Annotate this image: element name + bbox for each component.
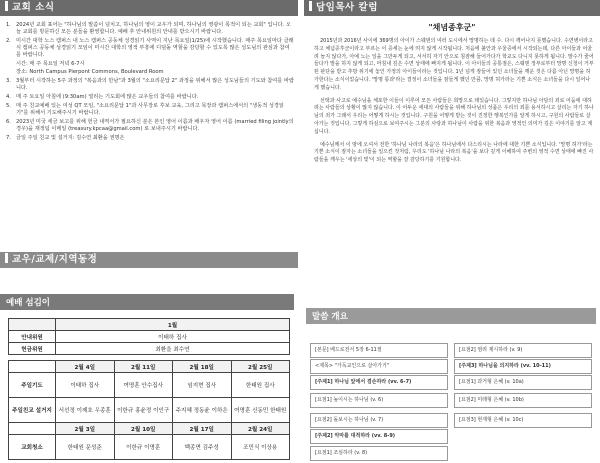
news-item: 3월부터 시작하는 5주 과정의 "복음과의 만남"과 3월의 "소요리문답 2" 과정을 위해서 많은 성도님들의 기도와 참여를 바랍니다. [16,78,294,92]
outline-cell: [본문] 베드로전서 5장 6-11절 [310,343,448,358]
column-paragraph: 2015년과 2016년 사이에 369명의 아이가 스웨덴의 여러 도시에서 망명하는 데 수. 다시 깨어나지 못했습니다. 수면병이라고 하고 체념증후군이라고 부르는 이 증세는 눈에 띄지 않게 시작됩니다. 처음에 불안과 우울증에서 시작되는데, 다른 아이들과 어울려 놀지 않다가, 아예 노는 일을 그만두게 되고, 서서히 자기 안으로 침잠해 들어가다가 학교도 다니지 못하게 됩니다. 말수가 줄어들다가 말을 하지 않게 되고, 마침내 깊은 수면 상태에 빠지게 됩니다. 이 아이들의 공통점은, 스웨덴 정부로부터 망명 신청이 거부된 판단을 받고 추방 위기에 놓인 가정의 아이들이라는 것입니다. 1년 넘게 잠들어 있던 소녀들을 깨운 것은 다름 아닌 망명을 허가한다는 소식이었습니다. '망명 통과'라는 결정이 소녀들을 잠들게 했던 만큼, 망명 허가라는 기쁜 소식은 소녀들을 다시 일어나게 했습니다. [314,38,594,91]
outline-cell: [주제3] 하나님을 의지하라 (vv. 10-11) [454,359,592,374]
duty-cell: 한태원 집사 [231,373,290,398]
community-title: 교우/교제/지역동정 [12,254,98,265]
row-label: 주일친교 설거지 [9,398,56,423]
duty-cell: 백종면 김주성 [173,435,232,460]
news-num: 3. [6,78,11,85]
header-mark [309,1,312,11]
row-label: 안내위원 [9,331,56,343]
column-title: "채념종후군" [428,23,476,32]
news-item: 금일 주일 친교 및 설거지: 김수연 최환을 권명은 [16,134,125,141]
duty-corner [9,423,56,435]
news-sub: 장소: North Campus Pierpont Commons, Boulevard Room [16,69,164,76]
news-list [6,22,294,144]
week-header: 2월 24일 [231,423,290,435]
duty-cell: 여명훈 안수집사 [114,373,173,398]
column-header-title: 담임목사 칼럼 [316,2,378,13]
header-mark [5,253,8,263]
outline-cell: [요점1] 과거형 은혜 (v. 10a) [454,375,592,390]
bible-title: 말씀 개요 [306,308,596,324]
duty-cell: 임지현 집사 [173,373,232,398]
duty-cell: 한태원 문성준 [56,435,115,460]
row-value: 이태하 집사 [56,331,290,343]
outline-cell: [요점2] 돌보시는 하나님 (v. 7) [310,413,448,428]
news-header [0,0,298,16]
column-body [314,38,594,170]
week-header: 2월 10일 [114,423,173,435]
week-header: 2월 4일 [56,361,115,373]
duty-cell: 여명훈 신동민 한태원 [231,398,290,423]
month-header: 1월 [56,319,290,331]
duty-cell: 주지혜 정동윤 이하은 [173,398,232,423]
outline-cell: [요점1] 조심하라 (v. 8) [310,446,448,461]
row-label: 주일기도 [9,373,56,398]
news-sub: 시간: 매 주 목요일 저녁 6-7시 [16,60,85,67]
week-header: 2월 11일 [114,361,173,373]
week-header: 2월 25일 [231,361,290,373]
left-column [0,0,298,463]
news-num: 6. [6,118,11,125]
news-num: 7. [6,134,11,141]
outline-cell: [요점3] 현재형 은혜 (v. 10c) [454,413,592,428]
news-item: 2024년 교회 표어는 "하나님의 말씀이 넘치고, 하나님의 영이 교우가 되며, 하나님의 영광이 목적이 되는 교회" 입니다. 오늘 교회를 방문하신 모든 분들을 환영합니다. 예배 후 안내위원의 안내를 받으시기 바랍니다. [16,22,291,35]
news-item: 매 주 토요일 아침에 (9:30am) 열리는 기도회에 많은 교우들의 참여를 바랍니다. [16,94,199,101]
duty-title: 예배 섬김이 [0,294,294,310]
outline-cell: [요점2] 미래형 은혜 (v. 10b) [454,393,592,408]
duty-cell: 이한규 홍윤정 이인구 [114,398,173,423]
duty-cell: 이태하 집사 [56,373,115,398]
week-header: 2월 18일 [173,361,232,373]
news-num: 2. [6,37,11,44]
duty-cell: 서선정 이제호 우종훈 [56,398,115,423]
news-num: 4. [6,94,11,101]
outline-cell: [요점1] 높이시는 하나님 (v. 6) [310,393,448,408]
outline-cell: [주제1] 하나님 앞에서 겸손하라 (vv. 6-7) [310,375,448,390]
duty-cell: 이한규 이명훈 [114,435,173,460]
news-num: 5. [6,103,11,110]
community-header [0,252,298,268]
row-value: 최환을 최수연 [56,343,290,355]
duty-corner [9,319,56,331]
duty-table [8,318,290,460]
week-header: 2월 17일 [173,423,232,435]
column-paragraph: 예수님께서 이 땅에 오셔서 전한 '하나님 나라의 복음'은 하나님에서 다스리시는 나라에 대한 기쁜 소식입니다. '망명 허가'라는 기쁜 소식이 잠자는 소녀들을 일으킨 것처럼, 우리도 '하나님 나라의 복음'을 보다 깊게 이해하여 주변의 영적 수면 상태에 빠진 사람들을 깨우는 '세상의 빛'이 되는 역할을 잘 감당하기를 기원합니다. [314,141,594,164]
header-mark [5,1,8,11]
week-header: 2월 3일 [56,423,115,435]
outline-cell: [주제2] 악마를 대적하라 (vv. 8-9) [310,429,448,444]
duty-corner [9,361,56,373]
duty-cell: 조민식 이상용 [231,435,290,460]
column-header [304,0,600,16]
news-item: 2023년 미국 세금 보고를 위해 헌금 내역서가 필요하신 분은 본인 영어 이름과 배우자 영어 이름 (married filing jointly의 경우)을 재정팀 이메일 (treasury.kpcaa@gmail.com) 로 보내주시기 바랍니다. [16,118,294,132]
outline-cell: <제목> "가독교인으로 살아가기" [310,359,448,374]
row-label: 교회청소 [9,435,56,460]
news-item: 매 주 친교예배 있는 여성 QT 모임, "소요리문답 1"과 사무장로 후보 교육, 그리고 목장과 캠퍼스에서의 "생동적 성경읽기"를 위해서 기도해주시기 바랍니다. [16,103,284,116]
news-title: 교회 소식 [12,2,55,13]
outline-cell: [요점2] 염려 제시하라 (v. 9) [454,343,592,358]
column-paragraph: 선택과 사고로 예수님을 체포한 이들이 이루어 모든 사람들은 희망으로 돼있습니다. 그렇지만 하나님 아담의 죄로 어둠에 대하려는 사람들의 상황이 많지 않습니다. 이 어두운 세대의 사람들을 위해 하나님의 성품은 우리의 죄를 용서하시고 살리는 자기 하나님의 죄가 그래서 우리는 어떻게 하시는 것입니다. 구원을 어떻게 받는 것이 진정한 행복인가를 알게 하시고, 구원의 사람들로 살아가는 것입니다. 그렇게 하심으로 보여주시는 그분의 사랑과 하나님이 사람을 위한 복음과 영적인 의미가 깊은 이야기를 알고 계십니다. [314,97,594,135]
news-item: 미시간 대학 노스 캠퍼스 내 노스 캠퍼스 공동체 성경읽기 사역이 지난 목요일(1/25)에 시작했습니다. 매주 목요일마다 클래식 캠퍼스 공동체 성경읽기 모임이 미시간 대학의 영적 부흥에 디딤돌 역할을 감당할 수 있도록 많은 성도님의 관심과 참여를 바랍니다. [16,37,294,58]
news-num: 1. [6,22,11,28]
row-label: 헌금위원 [9,343,56,355]
